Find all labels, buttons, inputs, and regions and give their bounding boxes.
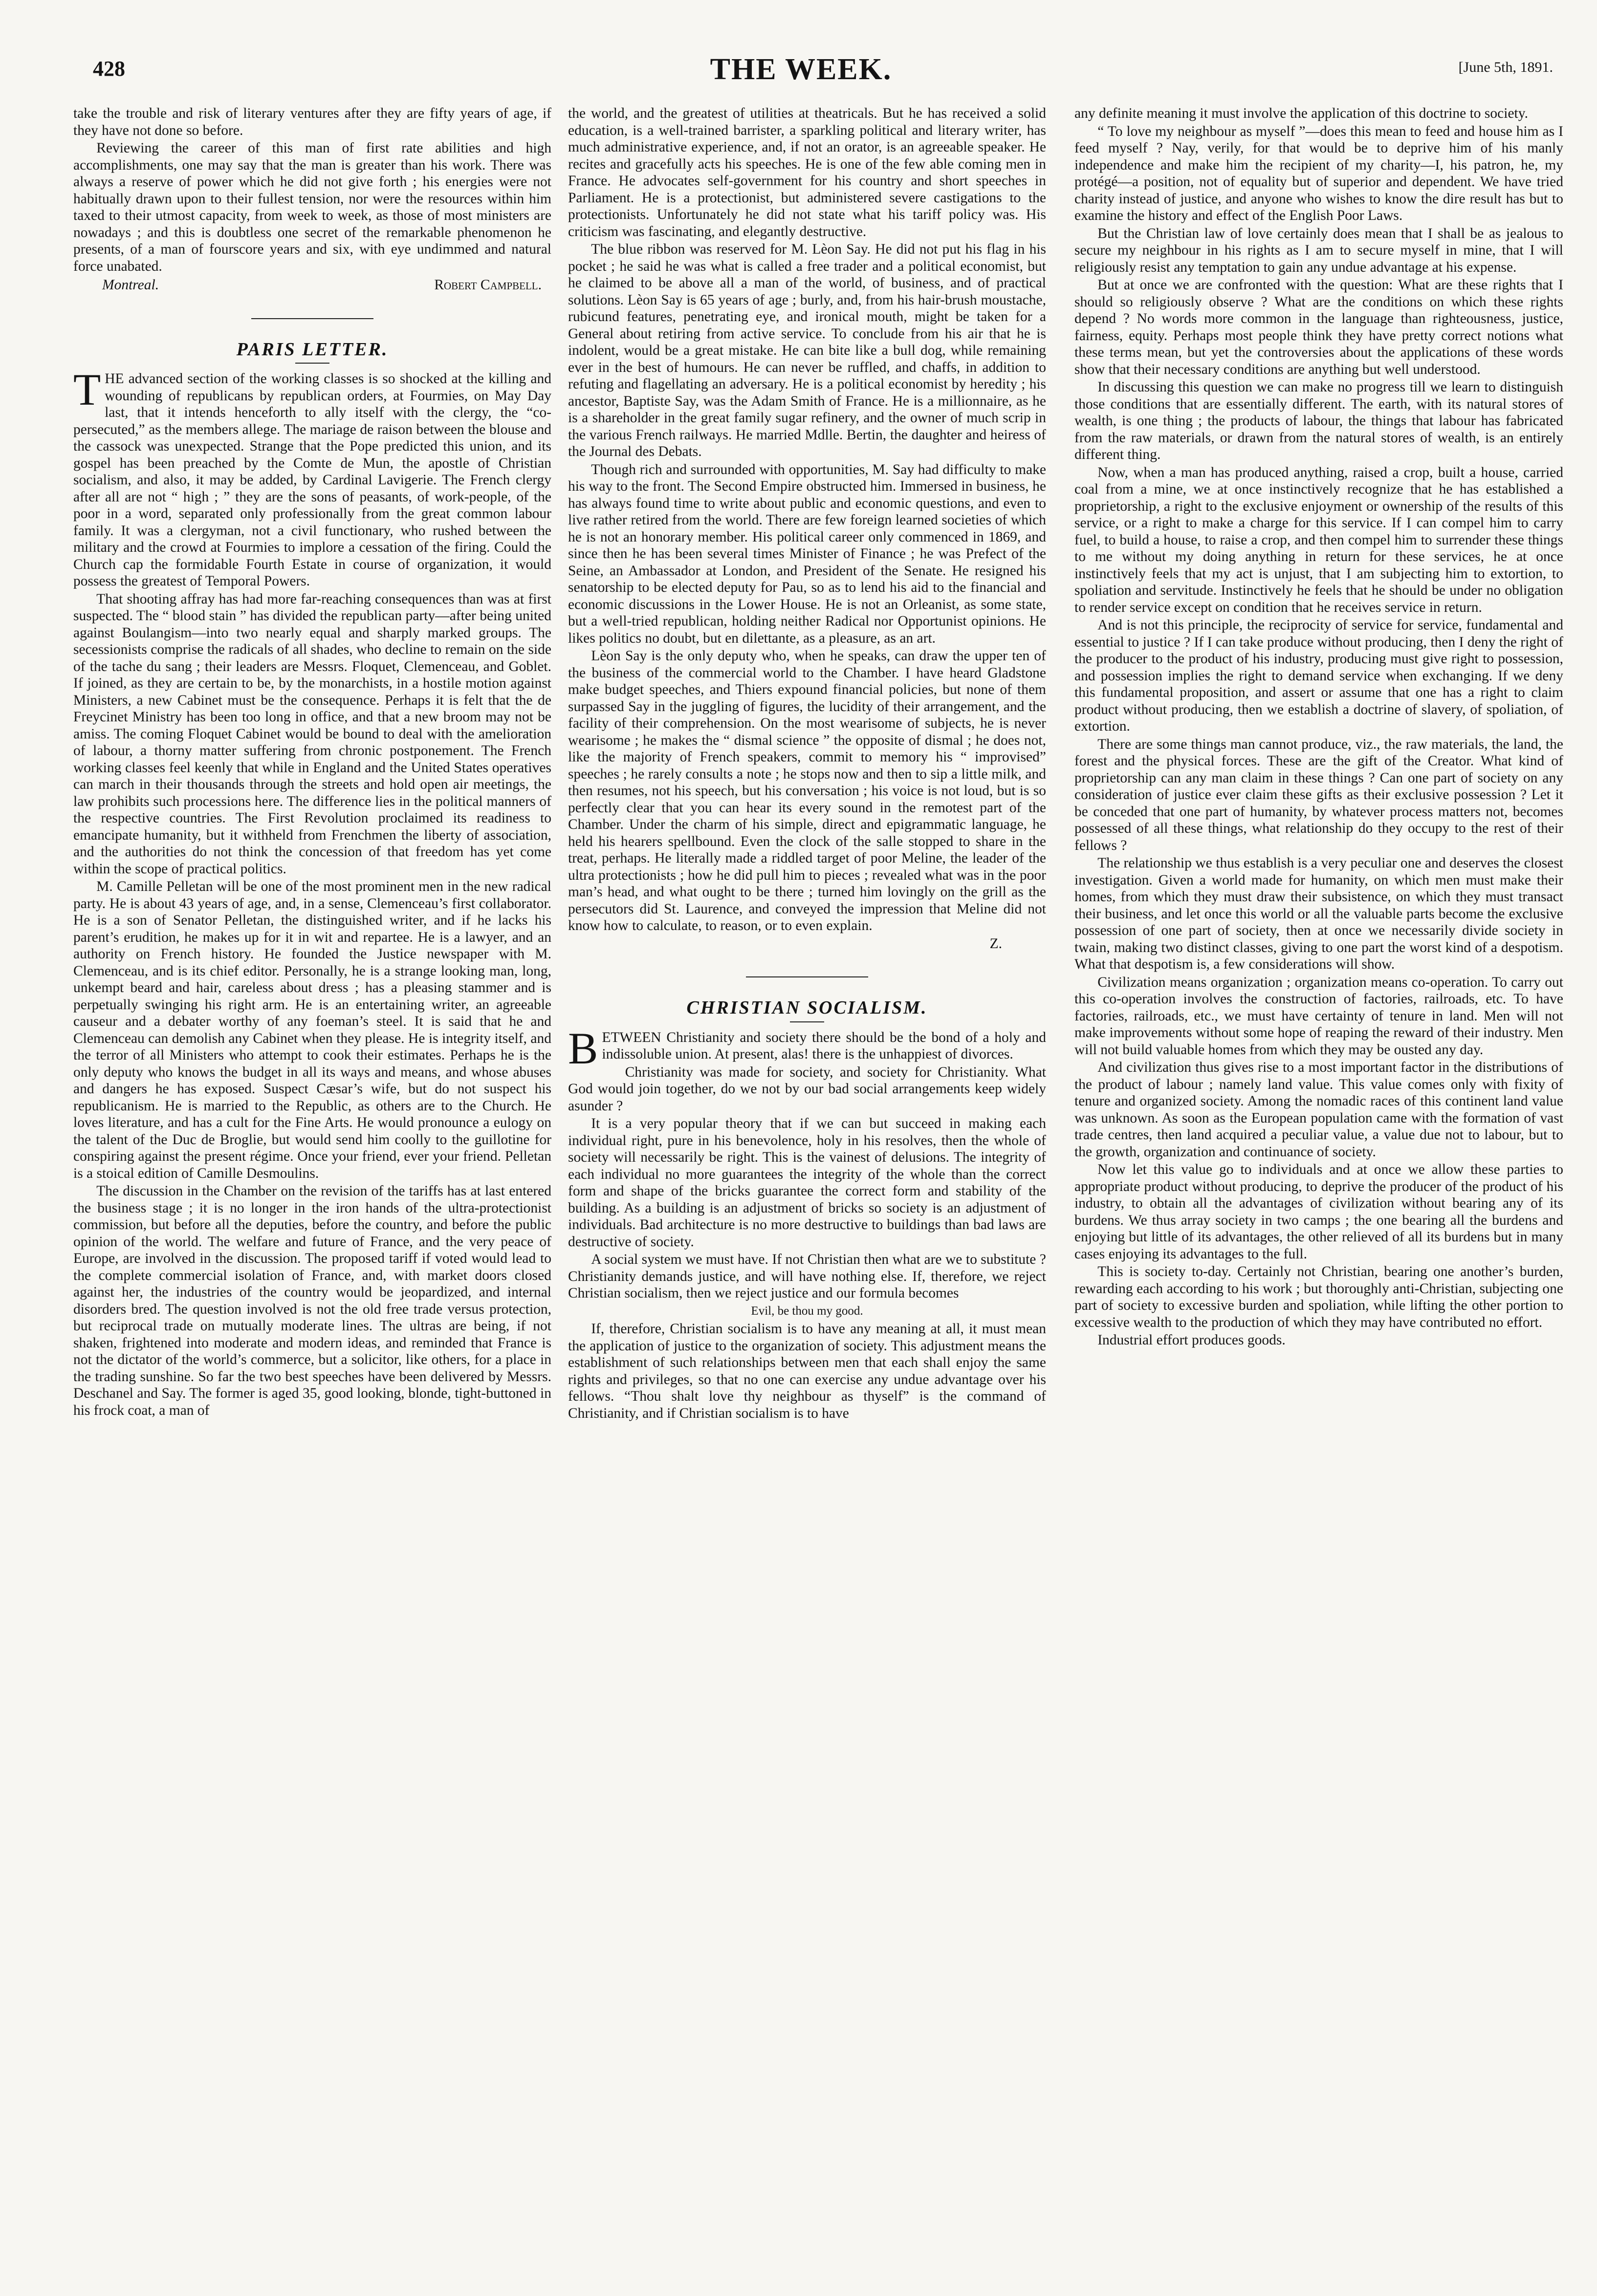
column-left: [73, 105, 551, 1420]
paragraph: That shooting affray has had more far-reaching consequences than was at first suspected. The “ blood stain ” has divided the republican party—after being united against Boulangism—into two nearly equal and sharply marked groups. The secessionists comprise the radicals of all shades, who decline to remain on the side of the tache du sang ; their leaders are Messrs. Floquet, Clemenceau, and Goblet. If joined, as they are certain to be, by the monarchists, in a hostile motion against Ministers, a new Cabinet must be the consequence. Perhaps it is felt that the de Freycinet Ministry has been too long in office, and that a new broom may not be amiss. The coming Floquet Cabinet would be bound to deal with the amelioration of labour, a thorny matter suffering from chronic postponement. The French working classes feel keenly that while in England and the United States operatives can march in their thousands through the streets and hold open air meetings, the law prohibits such processions here. The difference lies in the political manners of the respective countries. The First Revolution proclaimed its readiness to emancipate humanity, but it withheld from Frenchmen the liberty of association, and the authorities do not think the concession of that freedom has yet come within the scope of practical politics.: [73, 591, 551, 877]
masthead-title: THE WEEK.: [710, 53, 892, 86]
column-right: [1074, 105, 1563, 1350]
paragraph: Industrial effort produces goods.: [1097, 1332, 1286, 1348]
paragraph: A social system we must have. If not Christian then what are we to substitute ? Christianity demands justice, and will have nothing else. If, therefore, we reject Christian socialism, then we reject justice and our formula becomes: [568, 1252, 1046, 1301]
paragraph: This is society to-day. Certainly not Christian, bearing one another’s burden, rewarding each according to his work ; but thoroughly anti-Christian, subjecting one part of society to excessive burden and spoliation, while lifting the other portion to excessive wealth to the production of which they may have contributed no effort.: [1074, 1264, 1563, 1330]
paragraph: The blue ribbon was reserved for M. Lèon Say. He did not put his flag in his pocket ; he said he was what is called a free trader and a political economist, but he claimed to be above all a man of the world, of business, and of practical solutions. Lèon Say is 65 years of age ; burly, and, from his hair-brush moustache, rubicund features, penetrating eye, and ironical mouth, might be taken for a General about retiring from active service. To conclude from his air that he is indolent, would be a great mistake. He can bite like a bull dog, while remaining ever in the best of humours. He can never be ruffled, and chaffs, in addition to refuting and flagellating an adversary. He is a political economist by heredity ; his ancestor, Baptiste Say, was the Adam Smith of France. He is a millionnaire, as he is a shareholder in the great family sugar refinery, and the owner of much scrip in the various French railways. He married Mdlle. Bertin, the daughter and heiress of the Journal des Debats.: [568, 241, 1046, 459]
column-middle: [568, 105, 1046, 1423]
title-rule: [295, 363, 329, 364]
paragraph: “ To love my neighbour as myself ”—does this mean to feed and house him as I feed myself ? Nay, verily, for that would be to deprive him of his manly independence and make him the recipient of my charity—I, his patron, he, my protégé—a position, not of equality but of superior and dependent. We have tried charity instead of justice, and anyone who wishes to know the dire result has but to examine the history and effect of the English Poor Laws.: [1074, 123, 1563, 223]
paragraph: But at once we are confronted with the question: What are these rights that I should so religiously observe ? What are the conditions on which these rights depend ? No words more common in the language than righteousness, justice, fairness, equity. Perhaps most people think they have pretty correct notions what these terms mean, but yet the controversies about the applications of these words show that their necessary conditions are anything but well understood.: [1074, 277, 1563, 377]
signature-author: Robert Campbell.: [434, 277, 542, 293]
paragraph-text: ETWEEN Christianity and society there should be the bond of a holy and indissoluble union. At present, alas! there is the unhappiest of divorces.: [602, 1029, 1046, 1062]
paragraph: M. Camille Pelletan will be one of the most prominent men in the new radical party. He is about 43 years of age, and, in a sense, Clemenceau’s first collaborator. He is a son of Senator Pelletan, the distinguished writer, and if he lacks his parent’s erudition, he makes up for it in wit and repartee. He is a lawyer, and an authority on French history. He founded the Justice newspaper with M. Clemenceau, and is its chief editor. Personally, he is a strange looking man, long, unkempt beard and hair, careless about dress ; has a pleasing stammer and is perpetually swinging his right arm. He is an entertaining writer, an agreeable causeur and a debater worthy of any foeman’s steel. It is said that he and Clemenceau can demolish any Cabinet when they please. He is integrity itself, and the terror of all Ministers who attempt to cook their estimates. Perhaps he is the only deputy who knows the budget in all its ways and means, and whose abuses and dangers he has exposed. Suspect Cæsar’s wife, but do not suspect his republicanism. He is married to the Republic, as others are to the Church. He loves literature, and has a cult for the Fine Arts. He would pronounce a eulogy on the talent of the Duc de Broglie, but would send him coolly to the guillotine for conspiring against the present régime. Once your friend, ever your friend. Pelletan is a stoical edition of Camille Desmoulins.: [73, 879, 551, 1181]
paragraph: the world, and the greatest of utilities at theatricals. But he has received a solid education, is a well-trained barrister, a sparkling political and literary writer, has much administrative experience, and, if not an orator, is an agreeable speaker. He recites and gracefully acts his speeches. He is one of the few able coming men in France. He advocates self-government for his country and short speeches in Parliament. He is a protectionist, but administered severe castigations to the protectionists. Unfortunately he did not state what his tariff policy was. His criticism was fascinating, and elegantly destructive.: [568, 106, 1046, 239]
signature-place: Montreal.: [102, 277, 159, 293]
paragraph: Now let this value go to individuals and at once we allow these parties to appropriate product without producing, to deprive the producer of the product of his industry, to obtain all the advantages of civilization without bearing any of its burdens. We thus array society in two camps ; the one bearing all the burdens and enjoying but little of its advantages, the other relieved of all its burdens but in many cases enjoying its advantages to the full.: [1074, 1162, 1563, 1262]
paragraph: The discussion in the Chamber on the revision of the tariffs has at last entered the business stage ; it is no longer in the iron hands of the ultra-protectionist commission, but before all the deputies, before the country, and before the public opinion of the world. The welfare and future of France, and the very peace of Europe, are involved in the discussion. The proposed tariff if voted would lead to the complete commercial isolation of France, and, with market doors closed against her, the industries of the country would be jeopardized, and internal disorders bred. The question involved is not the old free trade versus protection, but reciprocal trade on mutually moderate lines. The ultras are being, if not shaken, frightened into moderate and modern ideas, and reminded that France is not the dictator of the world’s commerce, but a solicitor, like others, for a place in the trading sunshine. So far the two best speeches have been delivered by Messrs. Deschanel and Say. The former is aged 35, good looking, blonde, tight-buttoned in his frock coat, a man of: [73, 1183, 551, 1418]
page-number: 428: [93, 57, 125, 81]
section-divider: [251, 318, 373, 319]
paragraph: any definite meaning it must involve the application of this doctrine to society.: [1074, 106, 1528, 121]
paragraph: Civilization means organization ; organization means co-operation. To carry out this co-operation involves the construction of factories, railroads, etc. To have factories, railroads, etc., we must have certainty of tenure in land. Men will not make improvements without some hope of reaping the reward of their industry. Men will not build valuable homes from which they may be ousted any day.: [1074, 974, 1563, 1058]
paragraph: Now, when a man has produced anything, raised a crop, built a house, carried coal from a mine, we at once instinctively recognize that he has established a proprietorship, a right to the exclusive enjoyment or ownership of the results of this service, or a right to make a charge for this service. If I can compel him to carry fuel, to build a house, to raise a crop, and then compel him to surrender these things to me without my doing anything in return for these services, he at once instinctively feels that my act is unjust, that I am subjecting him to extortion, to spoliation and servitude. Instinctively he feels that he should be under no obligation to render service except on condition that he receives service in return.: [1074, 464, 1563, 615]
page-header: [49, 53, 1553, 100]
title-rule: [790, 1021, 824, 1022]
paragraph: [568, 1023, 1046, 1073]
paragraph: There are some things man cannot produce, viz., the raw materials, the land, the forest and the physical forces. These are the gift of the Creator. What kind of proprietorship can any man claim in these things ? Can one part of society on any consideration of justice ever claim these gifts as their exclusive possession ? Let it be conceded that one part of humanity, by whatever process matters not, becomes possessed of all these things, what relationship do they occupy to the rest of their fellows ?: [1074, 736, 1563, 853]
section-title-paris-letter: PARIS LETTER.: [236, 339, 389, 360]
article-signature: Z.: [989, 935, 1002, 952]
paragraph: And civilization thus gives rise to a most important factor in the distributions of the product of labour ; namely land value. This value comes only with fixity of tenure and organized society. Among the nomadic races of this continent land value was unknown. As soon as the European population came with the formation of vast trade centres, then land acquired a peculiar value, a value due not to labour, but to the growth, organization and continuance of society.: [1074, 1060, 1563, 1160]
paragraph: In discussing this question we can make no progress till we learn to distinguish those conditions that are essentially different. The earth, with its natural stores of wealth, is one thing ; the products of labour, the things that labour has fabricated from the raw materials, or drawn from the natural stores of wealth, is an entirely different thing.: [1074, 379, 1563, 462]
paragraph: If, therefore, Christian socialism is to have any meaning at all, it must mean the application of justice to the organization of society. This adjustment means the establishment of such relationships between men that each shall enjoy the same rights and privileges, so that no one can exercise any undue advantage over his fellows. “Thou shalt love thy neighbour as thyself” is the command of Christianity, and if Christian socialism is to have: [568, 1321, 1046, 1421]
issue-date: [June 5th, 1891.: [1458, 59, 1553, 75]
paragraph: take the trouble and risk of literary ventures after they are fifty years of age, if they have not done so before.: [73, 106, 551, 138]
paragraph: The relationship we thus establish is a very peculiar one and deserves the closest investigation. Given a world made for humanity, on which men must make their homes, from which they must draw their subsistence, on which they must transact their business, and let once this world or all the valuable parts become the exclusive possession of one part of society, then at once we necessarily divide society in twain, making two distinct classes, giving to one part the worst kind of a despotism. What that despotism is, a few considerations will show.: [1074, 855, 1563, 972]
paragraph: Reviewing the career of this man of first rate abilities and high accomplishments, one may say that the man is greater than his work. There was always a reserve of power which he did not give forth ; his energies were not habitually drawn upon to their fullest tension, nor were the resources within him taxed to their utmost capacity, from week to week, as those of most ministers are nowadays ; and this is doubtless one secret of the remarkable phenomenon he presents, of a man of fourscore years and six, with eye undimmed and natural force unabated.: [73, 140, 551, 274]
paragraph: [73, 365, 551, 590]
section-title-christian-socialism: CHRISTIAN SOCIALISM.: [686, 997, 928, 1018]
paragraph: Lèon Say is the only deputy who, when he speaks, can draw the upper ten of the business of the commercial world to the Chamber. I have heard Gladstone make budget speeches, and Thiers expound financial policies, but none of them surpassed Say in the juggling of figures, the lucidity of their arrangement, and the facility of their comprehension. On the most wearisome of subjects, he is never wearisome ; he makes the “ dismal science ” the opposite of dismal ; he does not, like the majority of French speakers, commit to memory his “ improvised” speeches ; he rarely consults a note ; he stops now and then to sip a little milk, and then resumes, not his speech, but his conversation ; his voice is not loud, but is so perfectly clear that you can hear its every sound in the remotest part of the Chamber. Under the charm of his simple, direct and epigrammatic language, he held his hearers spellbound. Even the clock of the salle stopped to share in the treat, perhaps. He literally made a riddled target of poor Meline, the leader of the ultra protectionists ; how he did pull him to pieces ; revealed what was in the poor man’s head, and what ought to be there ; turned him lovingly on the grill as the persecutors did St. Laurence, and conveyed the impression that Meline did not know how to calculate, to reason, or to even explain.: [568, 648, 1046, 933]
quoted-verse: Evil, be thou my good.: [751, 1304, 863, 1318]
section-divider: [746, 976, 868, 977]
drop-cap: B: [568, 1023, 598, 1073]
article-signature: [73, 277, 551, 294]
paragraph: But the Christian law of love certainly does mean that I shall be as jealous to secure my neighbour in his rights as I am to secure myself in mine, that I will religiously resist any temptation to gain any undue advantage at his expense.: [1074, 225, 1563, 275]
paragraph: It is a very popular theory that if we can but succeed in making each individual right, pure in his benevolence, holy in his resolves, then the whole of society will necessarily be right. This is the vainest of delusions. The integrity of each individual no more guarantees the integrity of the whole than the correct form and shape of the bricks guarantee the correct form and stability of the building. As a building is an adjustment of bricks so society is an adjustment of individuals. Bad architecture is no more destructive to buildings than bad laws are destructive of society.: [568, 1116, 1046, 1250]
drop-cap: T: [73, 365, 101, 414]
paragraph: Though rich and surrounded with opportunities, M. Say had difficulty to make his way to the front. The Second Empire obstructed him. Immersed in business, he has always found time to write about public and economic questions, and even to live rather retired from the world. There are few foreign learned societies of which he is not an honorary member. His political career only commenced in 1869, and since then he has been several times Minister of Finance ; he was Prefect of the Seine, an Ambassador at London, and President of the Senate. He resigned his senatorship to be elected deputy for Pau, so as to lend his aid to the financial and economic discussions in the Lower House. He is not an Orleanist, as some state, but a well-tried republican, holding neither Radical nor Opportunist opinions. He likes politics no doubt, but en dilettante, as a pleasure, as an art.: [568, 461, 1046, 646]
paragraph: And is not this principle, the reciprocity of service for service, fundamental and essential to justice ? If I can take produce without producing, then I deny the right of the producer to the product of his industry, producing must give right to possession, and possession implies the right to demand service when exchanging. If we deny this fundamental proposition, and assert or assume that one has a right to claim product without producing, then we establish a doctrine of slavery, of spoliation, of extortion.: [1074, 617, 1563, 734]
paragraph-text: HE advanced section of the working classes is so shocked at the killing and wounding of republicans by republican orders, at Fourmies, on May Day last, that it intends henceforth to ally itself with the clergy, the “co-persecuted,” as the members allege. The mariage de raison between the blouse and the cassock was unexpected. Strange that the Pope predicted this union, and its gospel has been preached by the Comte de Mun, the apostle of Christian socialism, and also, it may be added, by Cardinal Lavigerie. The French clergy after all are not “ high ; ” they are the sons of peasants, of work-people, of the poor in a word, separated only professionally from the great common labour family. It was a clergyman, not a civil functionary, who rushed between the military and the crowd at Fourmies to implore a cessation of the firing. Could the Church cap the formidable Fourth Estate in course of organization, it would possess the greatest of Temporal Powers.: [73, 371, 551, 589]
paragraph: Christianity was made for society, and society for Christianity. What God would join together, do we not by our bad social arrangements keep widely asunder ?: [568, 1064, 1046, 1114]
